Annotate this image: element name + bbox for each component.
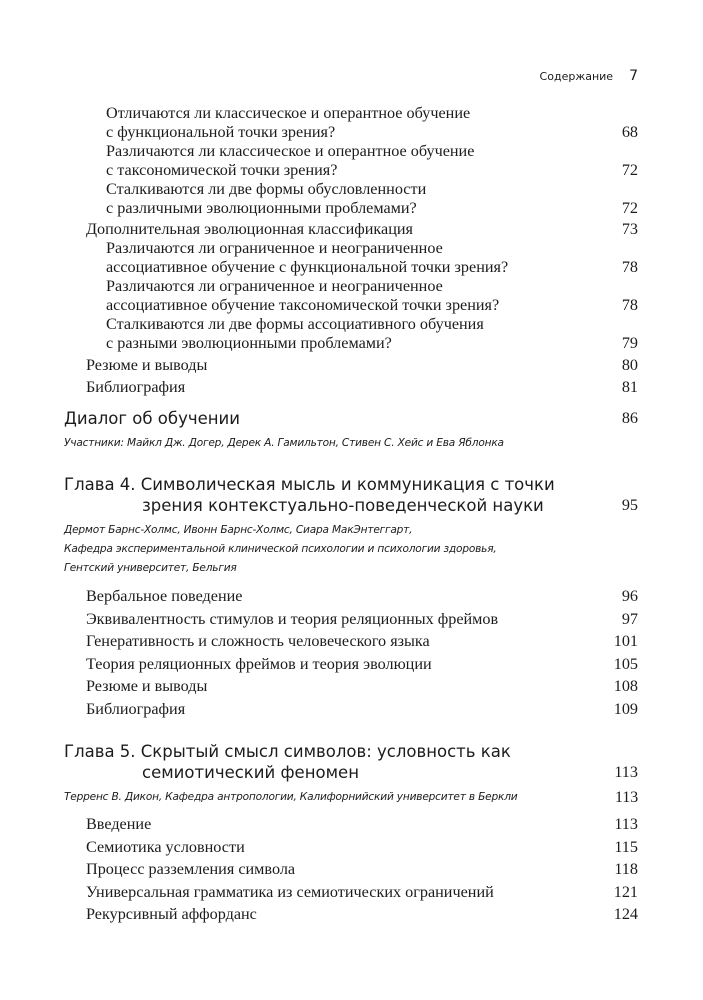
toc-entry-page: 109 [613,699,638,718]
toc-entry[interactable] [64,858,638,881]
toc-entry-title: Резюме и выводы [86,677,208,695]
chapter-authors [64,521,638,578]
toc-entry-page: 121 [613,882,638,901]
authors-line: Кафедра экспериментальной клинической психологии и психологии здоровья, [64,543,497,555]
toc-entry[interactable] [64,881,638,904]
toc-entry-page: 72 [621,199,638,217]
toc-entry-title: Библиография [86,699,186,718]
toc-entry-page: 105 [613,654,638,673]
toc-entry[interactable] [64,239,638,277]
toc-entry[interactable] [64,698,638,721]
toc-entry-title: Вербальное поведение [86,587,243,605]
authors-line: Терренс В. Дикон, Кафедра антропологии, Калифорнийский университет в Беркли [64,791,518,803]
toc-entry[interactable] [64,180,638,218]
authors-line: Гентский университет, Бельгия [64,562,237,574]
chapter-title-line2: семиотический феномен [142,763,359,782]
toc-entry-page: 101 [613,632,638,650]
chapter-title-line2: зрения контекстуально-поведенческой науки [142,496,544,515]
running-header [540,68,638,84]
toc-entry-page: 118 [614,860,638,878]
toc-entry-page: 81 [621,378,638,396]
chapter-page: 113 [614,763,638,781]
toc-entry-title: Сталкиваются ли две формы обусловленности с различными эволюционными проблемами? [106,180,427,217]
authors-line: Дермот Барнс-Холмс, Ивонн Барнс-Холмс, Сиара МакЭнтеггарт, [64,524,413,536]
chapter-title: Диалог об обучении [64,409,240,428]
running-header-section: Содержание [539,70,614,83]
toc-entry[interactable] [64,378,638,397]
participants-text: Участники: Майкл Дж. Догер, Дерек А. Гамильтон, Стивен С. Хейс и Ева Яблонка [64,437,504,449]
toc-entry-title: Введение [86,815,152,833]
chapter-title-line1: Глава 5. Скрытый смысл символов: условность как [64,742,511,761]
toc-entry[interactable] [64,142,638,180]
toc-entry-title: Отличаются ли классическое и оперантное обучение с функциональной точки зрения? [106,104,471,141]
toc-entry-page: 73 [621,220,638,238]
toc-chapter-4[interactable] [64,474,638,516]
page-number: 7 [629,68,638,84]
toc-entry-title: Универсальная грамматика из семиотических ограничений [86,882,494,901]
toc-entry-title: Различаются ли ограниченное и неограниченное ассоциативное обучение с функциональной точки зрения? [106,239,509,276]
toc-entry-title: Библиография [86,378,186,396]
toc-entry[interactable] [64,277,638,315]
toc-entry[interactable] [64,653,638,676]
toc-entry-title: Сталкиваются ли две формы ассоциативного обучения с разными эволюционными проблемами? [106,315,484,352]
toc-entry[interactable] [64,104,638,142]
toc-entry[interactable] [64,903,638,926]
chapter-authors [64,788,638,807]
toc-entry-title: Генеративность и сложность человеческого языка [86,632,430,650]
toc-entry-page: 72 [621,161,638,179]
toc-entry-page: 96 [621,587,638,605]
toc-entry-title: Различаются ли классическое и оперантное обучение с таксономической точки зрения? [106,142,475,179]
chapter-title-line1: Глава 4. Символическая мысль и коммуникация с точки [64,475,555,494]
toc-entry-title: Семиотика условности [86,837,245,856]
toc-entry-title: Резюме и выводы [86,356,208,374]
toc-entry-page: 78 [621,296,638,314]
toc-entry[interactable] [64,585,638,608]
chapter-page: 95 [621,496,638,514]
toc-entry-page: 80 [621,356,638,374]
toc-entry-title: Эквивалентность стимулов и теория реляционных фреймов [86,609,499,628]
toc-entry-title: Различаются ли ограниченное и неограниченное ассоциативное обучение таксономической точки зрения? [106,277,500,314]
chapter-page: 86 [621,409,638,427]
toc-entry-page: 124 [613,905,638,923]
toc-entry-page: 108 [613,677,638,695]
toc-entry[interactable] [64,220,638,239]
toc-entry[interactable] [64,630,638,653]
toc-entry[interactable] [64,836,638,859]
toc-entry-title: Рекурсивный аффорданс [86,905,257,923]
toc-entry-page: 113 [614,815,638,833]
toc-entry-page: 115 [614,837,638,856]
toc-entry-page: 78 [621,258,638,276]
toc-chapter-dialog[interactable] [64,408,638,429]
toc-entry[interactable] [64,813,638,836]
toc-entry[interactable] [64,675,638,698]
toc-entry-page: 79 [621,334,638,352]
authors-page: 113 [614,788,638,806]
toc-entry[interactable] [64,315,638,353]
toc-entry[interactable] [64,608,638,631]
toc-entry[interactable] [64,356,638,375]
toc-entry-title: Теория реляционных фреймов и теория эволюции [86,654,432,673]
toc-chapter-5[interactable] [64,741,638,783]
toc-entry-title: Процесс разземления символа [86,860,296,878]
toc-entry-title: Дополнительная эволюционная классификация [86,220,413,238]
chapter-participants [64,434,638,453]
toc-entry-page: 68 [621,123,638,141]
table-of-contents [64,104,638,926]
toc-entry-page: 97 [621,609,638,628]
